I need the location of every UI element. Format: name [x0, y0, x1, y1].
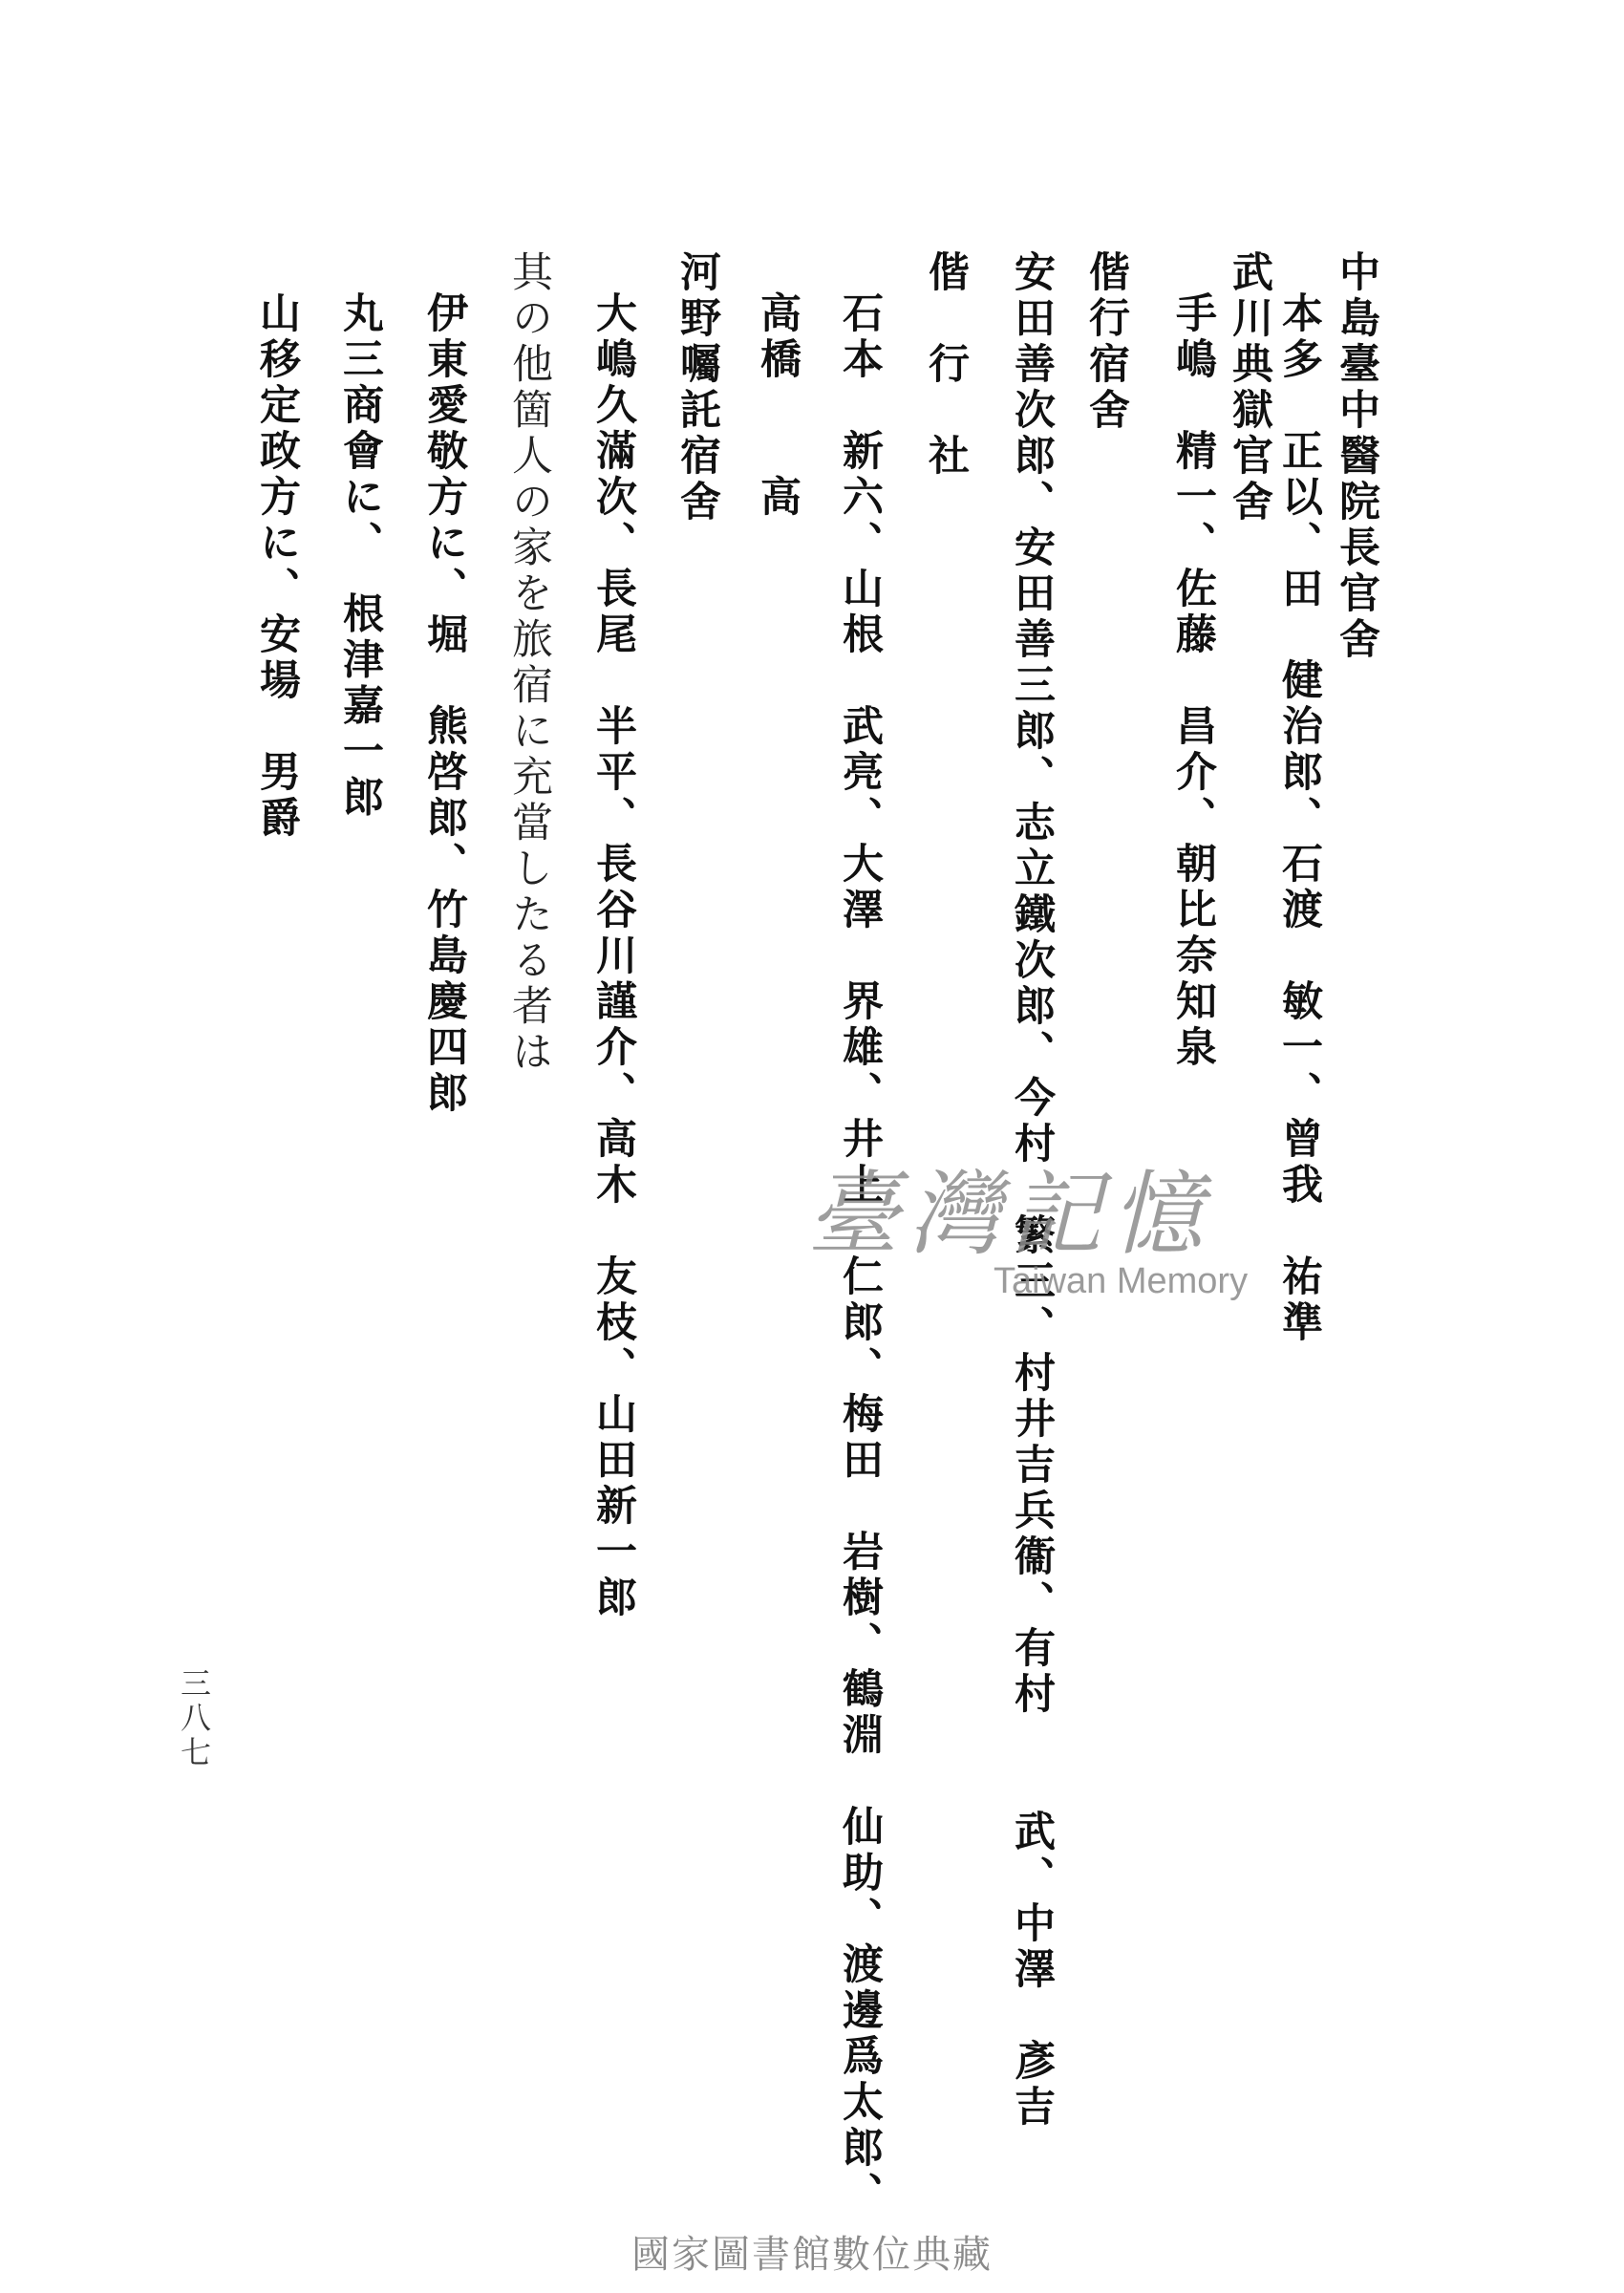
watermark-title: 臺灣記憶	[807, 1161, 1212, 1268]
text-line-11: 大嶋久滿次、長尾 半平、長谷川謹介、高木 友枝、山田新一郎	[589, 291, 637, 1621]
text-line-4: 手嶋 精一、佐藤 昌介、朝比奈知泉	[1169, 291, 1217, 1071]
text-line-8: 石本 新六、山根 武亮、大澤 界雄、井上 仁郎、梅田 岩樹、鶴淵 仙助、渡邊爲太郎、	[836, 291, 884, 2218]
text-line-14: 丸三商會に、 根津嘉一郎	[336, 291, 384, 822]
text-line-10: 河野囑託宿舍	[673, 250, 721, 525]
watermark-subtitle: Taiwan Memory	[994, 1261, 1249, 1301]
text-line-6: 安田善次郎、安田善三郎、志立鐵次郎、今村 繁三、村井吉兵衞、有村 武、中澤 彥吉	[1008, 250, 1056, 2131]
text-line-2: 本多 正以、田 健治郎、石渡 敏一、曾我 祐準	[1275, 291, 1323, 1346]
page-number: 三八七	[176, 1667, 212, 1770]
text-line-15: 山移定政方に、安場 男爵	[253, 291, 301, 842]
text-line-7: 偕 行 社	[922, 250, 970, 480]
taiwan-memory-watermark	[807, 1142, 1304, 1314]
text-line-5: 偕行宿舍	[1082, 250, 1130, 434]
text-line-9: 高橋 高	[754, 291, 801, 521]
text-line-3: 武川典獄官舍	[1226, 250, 1273, 525]
footer-collection-label: 國家圖書館數位典藏	[631, 2233, 993, 2277]
text-line-12: 其の他箇人の家を旅宿に充當したる者は	[505, 250, 553, 1076]
text-line-13: 伊東愛敬方に、堀 熊啓郎、竹島慶四郎	[420, 291, 468, 1117]
text-line-1: 中島臺中醫院長官舍	[1333, 250, 1380, 663]
